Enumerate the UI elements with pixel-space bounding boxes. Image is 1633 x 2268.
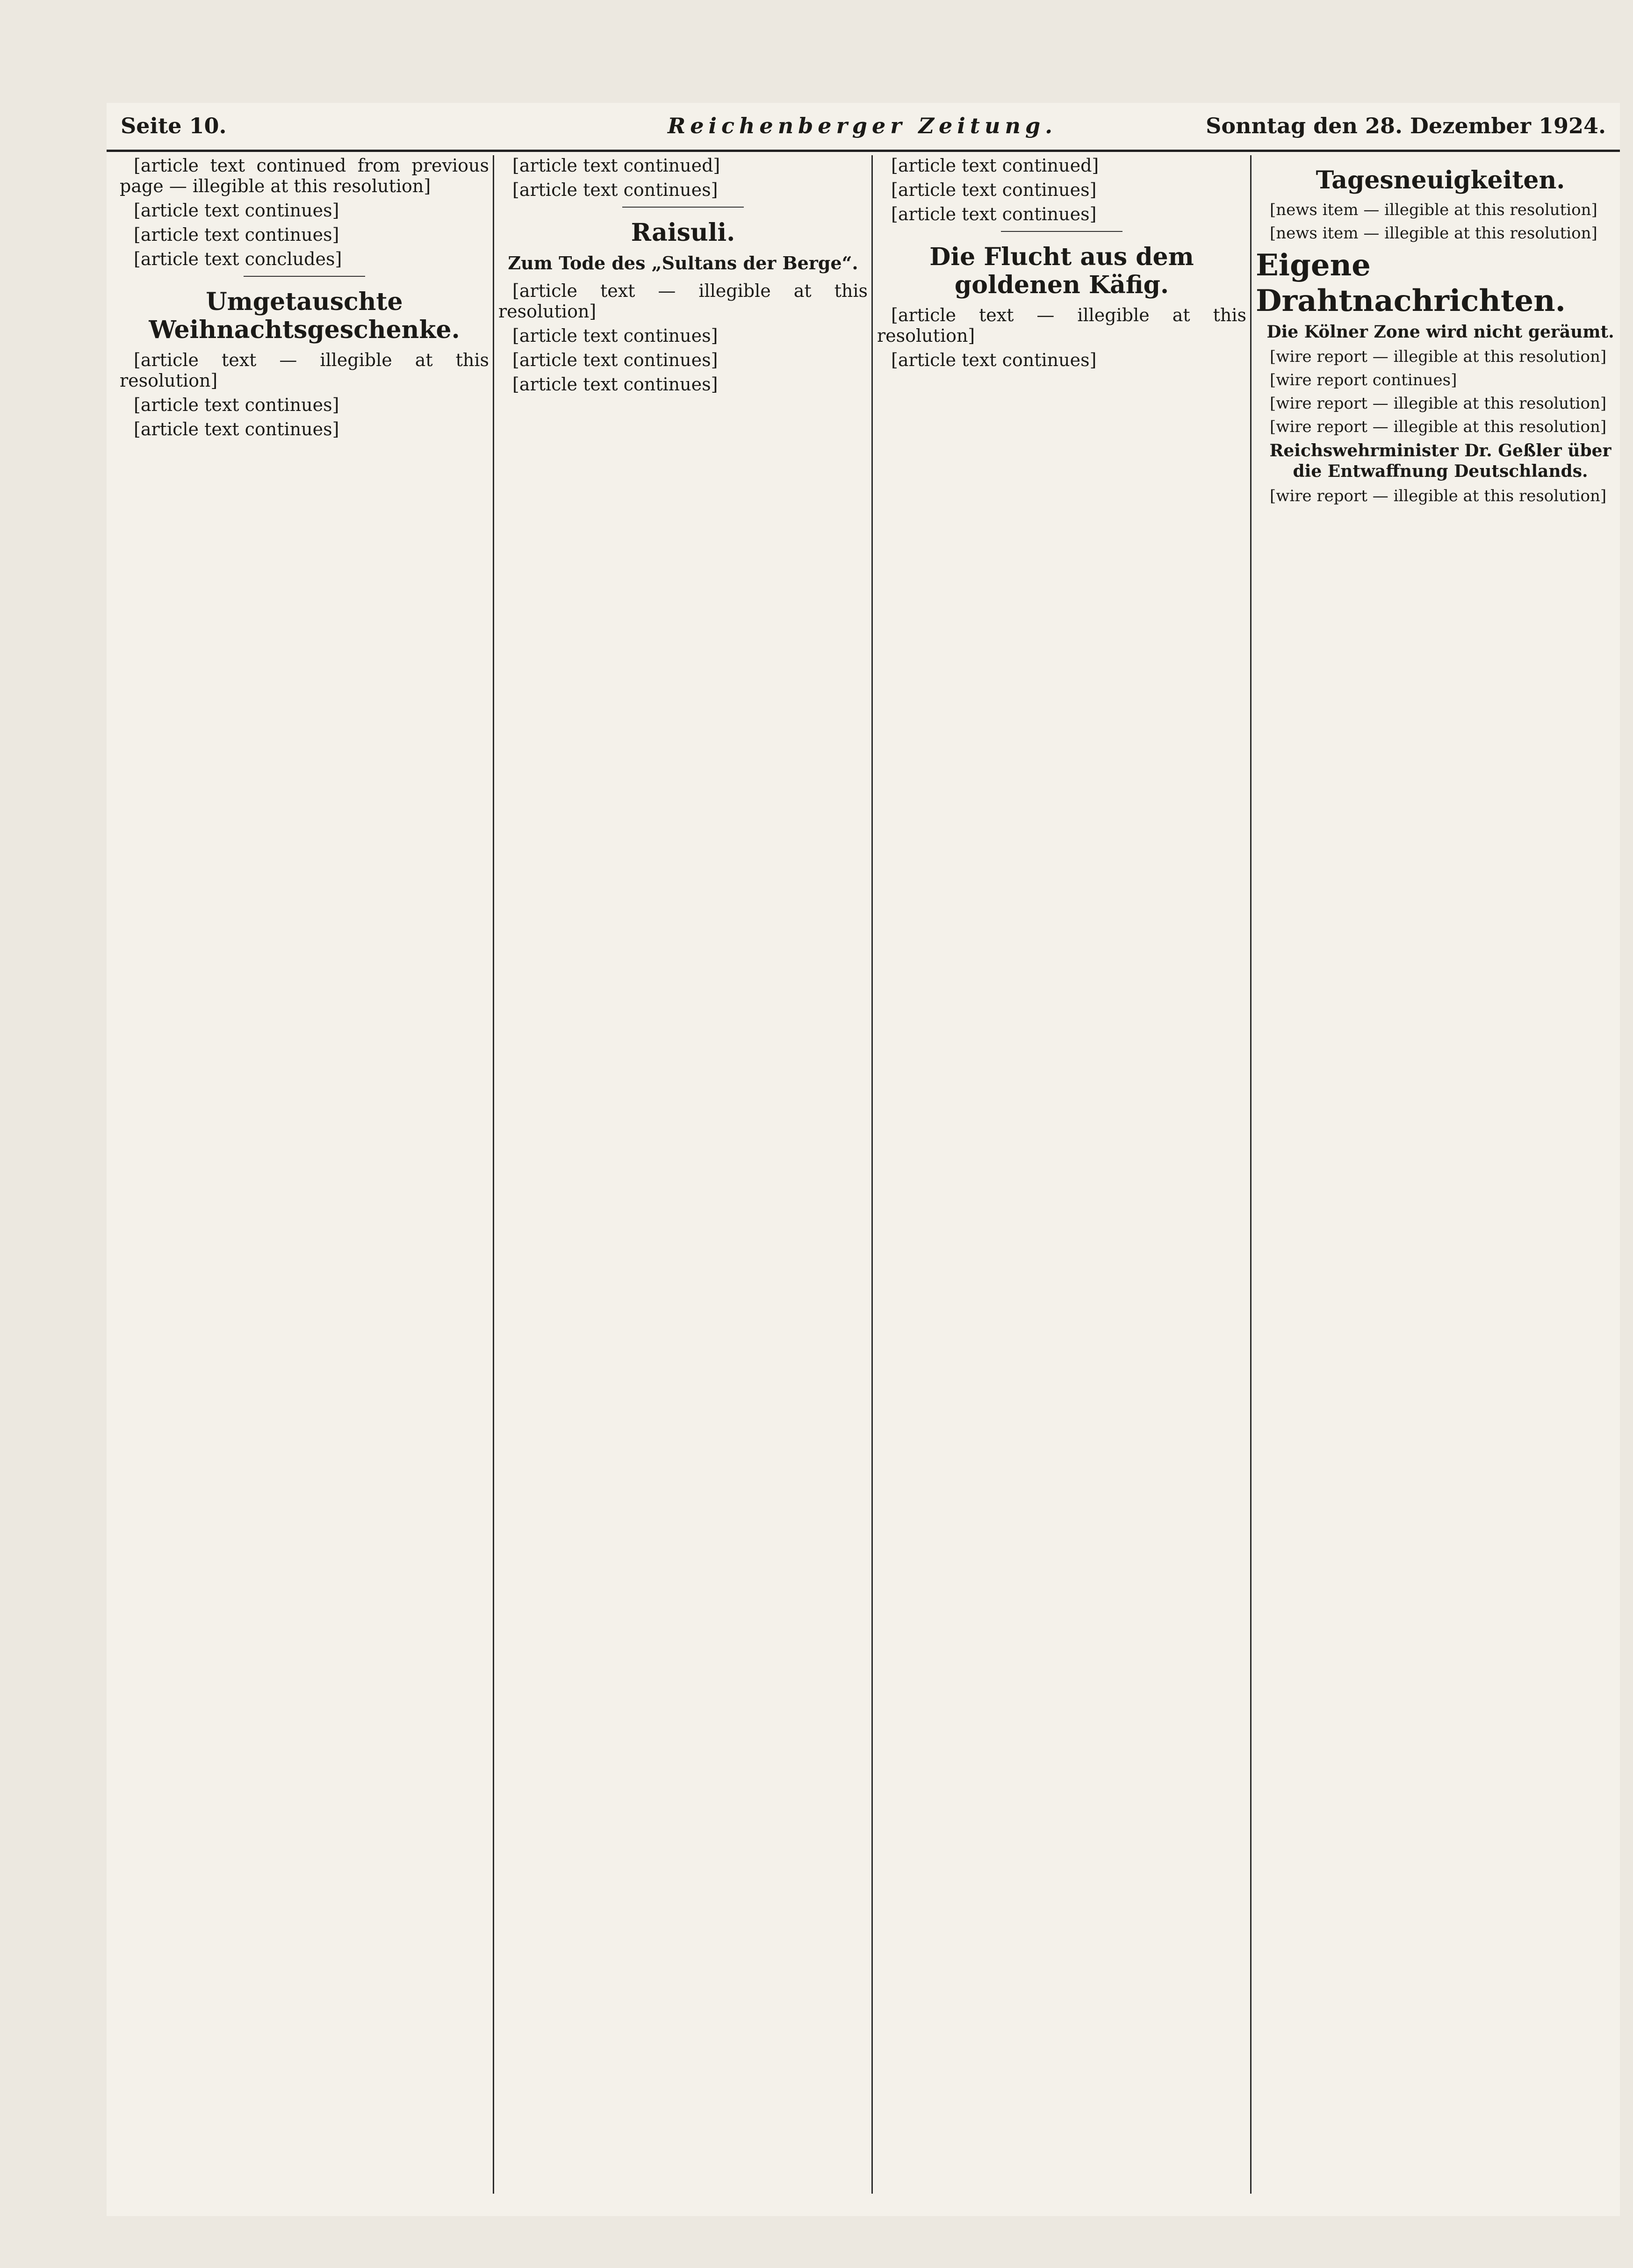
report-subheadline: Reichswehrminister Dr. Geßler über die Entwaffnung Deutschlands. xyxy=(1269,441,1611,481)
column-1 xyxy=(120,155,489,2194)
news-item: [wire report continues] xyxy=(1270,371,1457,389)
column-2 xyxy=(498,155,868,2194)
article-subheadline: Zum Tode des „Sultans der Berge“. xyxy=(508,252,858,274)
article-separator xyxy=(1001,231,1122,232)
article-paragraph: [article text — illegible at this resolution] xyxy=(498,281,868,322)
news-item: [wire report — illegible at this resolution] xyxy=(1270,394,1607,413)
article-paragraph: [article text continued] xyxy=(512,155,720,176)
news-item: [wire report — illegible at this resolution] xyxy=(1270,487,1607,505)
column-3 xyxy=(877,155,1246,2194)
article-paragraph: [article text continued from previous page — illegible at this resolution] xyxy=(120,155,489,196)
article-paragraph: [article text continues] xyxy=(891,350,1097,370)
page-number: Seite 10. xyxy=(121,113,227,138)
article-separator xyxy=(244,276,365,277)
article-paragraph: [article text continues] xyxy=(134,419,339,439)
newspaper-page xyxy=(107,103,1620,2216)
article-paragraph: [article text continues] xyxy=(512,325,718,346)
article-paragraph: [article text continues] xyxy=(512,350,718,370)
article-paragraph: [article text continues] xyxy=(512,180,718,200)
article-paragraph: [article text continues] xyxy=(134,224,339,245)
article-paragraph: [article text continues] xyxy=(891,204,1097,224)
article-headline: Raisuli. xyxy=(631,218,735,247)
article-paragraph: [article text continues] xyxy=(512,374,718,395)
article-separator xyxy=(622,207,744,208)
newspaper-title: Reichenberger Zeitung. xyxy=(668,113,1057,138)
section-title: Eigene Drahtnachrichten. xyxy=(1256,248,1566,318)
column-rule xyxy=(493,155,494,2194)
article-paragraph: [article text — illegible at this resolution] xyxy=(120,350,489,391)
column-rule xyxy=(1250,155,1252,2194)
article-paragraph: [article text continues] xyxy=(134,395,339,415)
news-item: [news item — illegible at this resolution] xyxy=(1270,224,1597,243)
article-headline: Umgetauschte Weihnachtsgeschenke. xyxy=(149,288,460,344)
page-header xyxy=(107,103,1620,152)
article-paragraph: [article text — illegible at this resolution] xyxy=(877,305,1246,346)
article-paragraph: [article text concludes] xyxy=(134,249,342,269)
article-headline: Die Flucht aus dem goldenen Käfig. xyxy=(929,243,1194,299)
news-item: [wire report — illegible at this resolution] xyxy=(1270,418,1607,436)
column-rule xyxy=(871,155,873,2194)
news-item: [wire report — illegible at this resolution] xyxy=(1270,347,1607,366)
news-item: [news item — illegible at this resolution] xyxy=(1270,201,1597,219)
article-paragraph: [article text continues] xyxy=(891,180,1097,200)
report-subheadline: Die Kölner Zone wird nicht geräumt. xyxy=(1266,322,1614,342)
article-paragraph: [article text continued] xyxy=(891,155,1099,176)
issue-date: Sonntag den 28. Dezember 1924. xyxy=(1206,113,1606,138)
column-4 xyxy=(1256,155,1625,2194)
article-paragraph: [article text continues] xyxy=(134,200,339,221)
section-headline: Tagesneuigkeiten. xyxy=(1316,166,1565,194)
